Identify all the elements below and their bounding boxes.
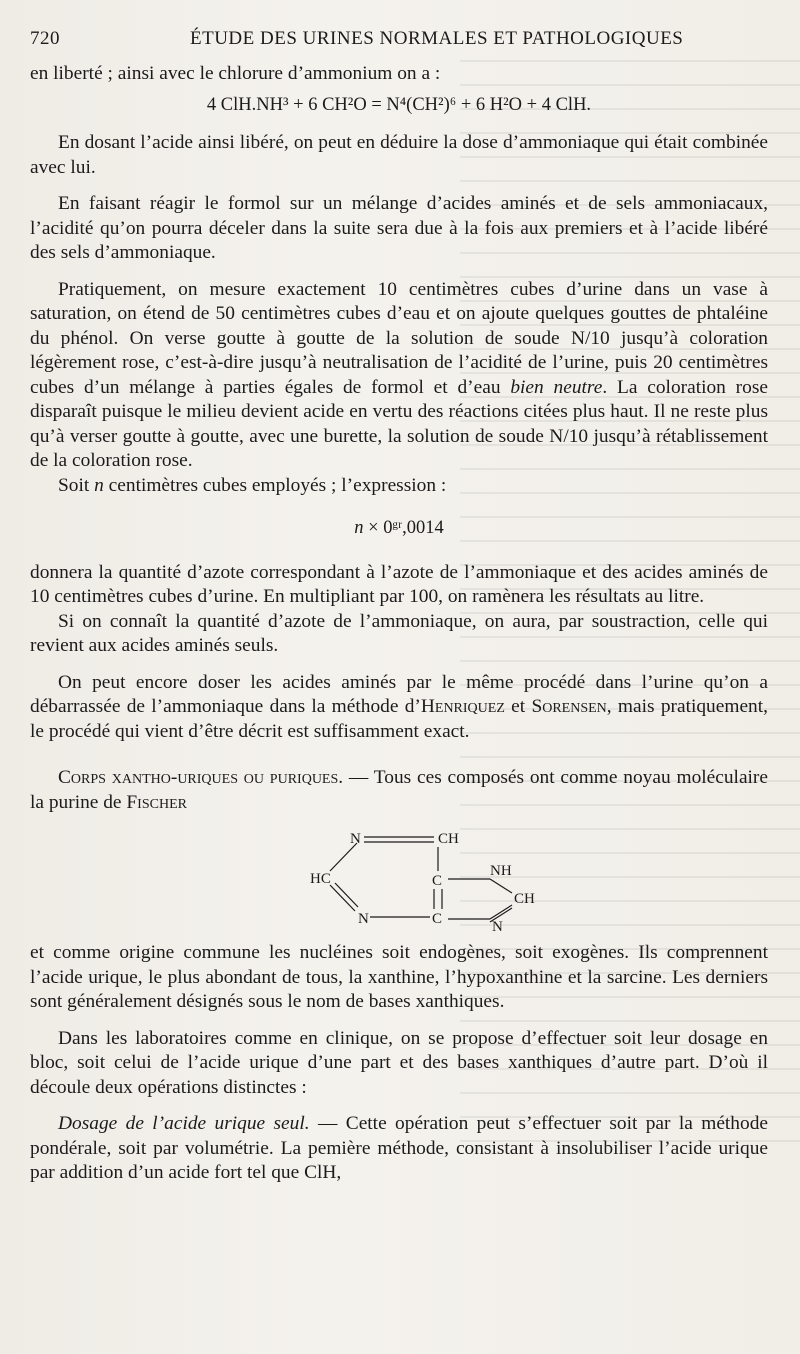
paragraph-0: en liberté ; ainsi avec le chlorure d’ammonium on a :: [30, 63, 441, 84]
equation-variable-n: n: [354, 518, 364, 538]
atom-n-right: N: [492, 919, 503, 931]
paragraph-2: En faisant réagir le formol sur un mélange d’acides aminés et de sels ammoniacaux, l’acidité qu’on pourra déceler dans la suite sera due à la fois aux premiers et à l’acide libéré des sels d’ammoniaque.: [30, 193, 768, 263]
author-henriquez: Henriquez: [420, 696, 505, 717]
paragraph-3-part-b: . La coloration rose disparaît puisque le milieu devient acide en vertu des réactions citées plus haut. Il ne reste plus qu’à verser goutte à goutte, avec une burette, la solution de soude N/10 jusqu’à rétablissement de la coloration rose.: [30, 376, 768, 471]
author-sorensen: Sorensen: [531, 696, 607, 717]
equation-factor: × 0ᵍʳ,0014: [363, 518, 444, 538]
page-header: [30, 28, 770, 56]
atom-c-bottom: C: [432, 911, 443, 927]
purine-structural-formula: [280, 819, 580, 931]
atom-n-bottom: N: [358, 911, 369, 927]
paragraph-11-text: — Cette opération peut s’effectuer soit par la méthode pondérale, soit par volumétrie. La pemière méthode, consistant à insolubiliser l’acide urique par addition d’un acide fort tel que ClH,: [30, 1113, 769, 1183]
paragraph-8-text: — Tous ces composés ont comme noyau moléculaire la purine de: [30, 767, 768, 813]
author-fischer: Fischer: [126, 791, 187, 813]
paragraph-4-part-b: centimètres cubes employés ; l’expression :: [103, 474, 447, 496]
atom-hc-left: HC: [310, 871, 331, 887]
paragraph-3: [30, 278, 768, 474]
paragraph-1: En dosant l’acide ainsi libéré, on peut en déduire la dose d’ammoniaque qui était combinée avec lui.: [30, 132, 768, 178]
variable-n: n: [94, 474, 104, 496]
paragraph-8: [30, 766, 768, 815]
paragraph-4-part-a: Soit: [58, 474, 95, 496]
section-heading-corps-xantho-uriques: Corps xantho-uriques ou puriques.: [58, 767, 344, 788]
paragraph-11: [30, 1112, 768, 1186]
paragraph-6: Si on connaît la quantité d’azote de l’ammoniaque, on aura, par soustraction, celle qui revient aux acides aminés seuls.: [30, 610, 768, 656]
subsection-dosage-acide-urique: Dosage de l’acide urique seul.: [58, 1113, 310, 1134]
paragraph-7: [30, 671, 768, 745]
atom-c-mid: C: [432, 873, 443, 889]
atom-n-top: N: [350, 831, 361, 847]
atom-nh: NH: [490, 863, 512, 879]
page-number: 720: [30, 28, 60, 49]
equation-formol-ammonium: 4 ClH.NH³ + 6 CH²O = N⁴(CH²)⁶ + 6 H²O + 4 ClH.: [206, 94, 592, 115]
paragraph-4: [30, 474, 768, 499]
paragraph-7-part-a: On peut encore doser les acides aminés par le même procédé dans l’urine qu’on a débarrassée de l’ammoniaque dans la méthode d’: [30, 671, 768, 717]
atom-ch-top: CH: [438, 831, 459, 847]
paragraph-9: et comme origine commune les nucléines soit endogènes, soit exogènes. Ils comprennent l’acide urique, le plus abondant de tous, la xanthine, l’hypoxanthine et la sarcine. Les derniers sont généralement désignés sous le nom de bases xanthiques.: [30, 942, 768, 1012]
running-title: ÉTUDE DES URINES NORMALES ET PATHOLOGIQUES: [190, 28, 684, 49]
paragraph-7-part-b: et: [504, 696, 532, 717]
paragraph-7-part-c: , mais pratiquement, le procédé qui vient d’être décrit est suffisamment exact.: [30, 696, 768, 742]
equation-azote: [30, 516, 768, 541]
atom-ch-right: CH: [514, 891, 535, 907]
paragraph-3-part-a: Pratiquement, on mesure exactement 10 centimètres cubes d’urine dans un vase à saturation, on étend de 50 centimètres cubes d’eau et on ajoute quelques gouttes de phtaléine du phénol. On verse goutte à goutte de la solution de soude N/10 jusqu’à coloration légèrement rose, c’est-à-dire jusqu’à neutralisation de l’acidité de l’urine, puis 20 centimètres cubes d’un mélange à parties égales de formol et d’eau: [30, 278, 768, 398]
paragraph-5: donnera la quantité d’azote correspondant à l’azote de l’ammoniaque et des acides aminés de 10 centimètres cubes d’urine. En multipliant par 100, on ramènera les résultats au litre.: [30, 561, 768, 607]
paragraph-10: Dans les laboratoires comme en clinique, on se propose d’effectuer soit leur dosage en bloc, soit celui de l’acide urique d’une part et des bases xanthiques d’autre part. D’où il découle deux opérations distinctes :: [30, 1027, 768, 1098]
emphasis-bien-neutre: bien neutre: [510, 376, 603, 398]
purine-structure: [30, 819, 768, 931]
body-text: [30, 62, 768, 1186]
